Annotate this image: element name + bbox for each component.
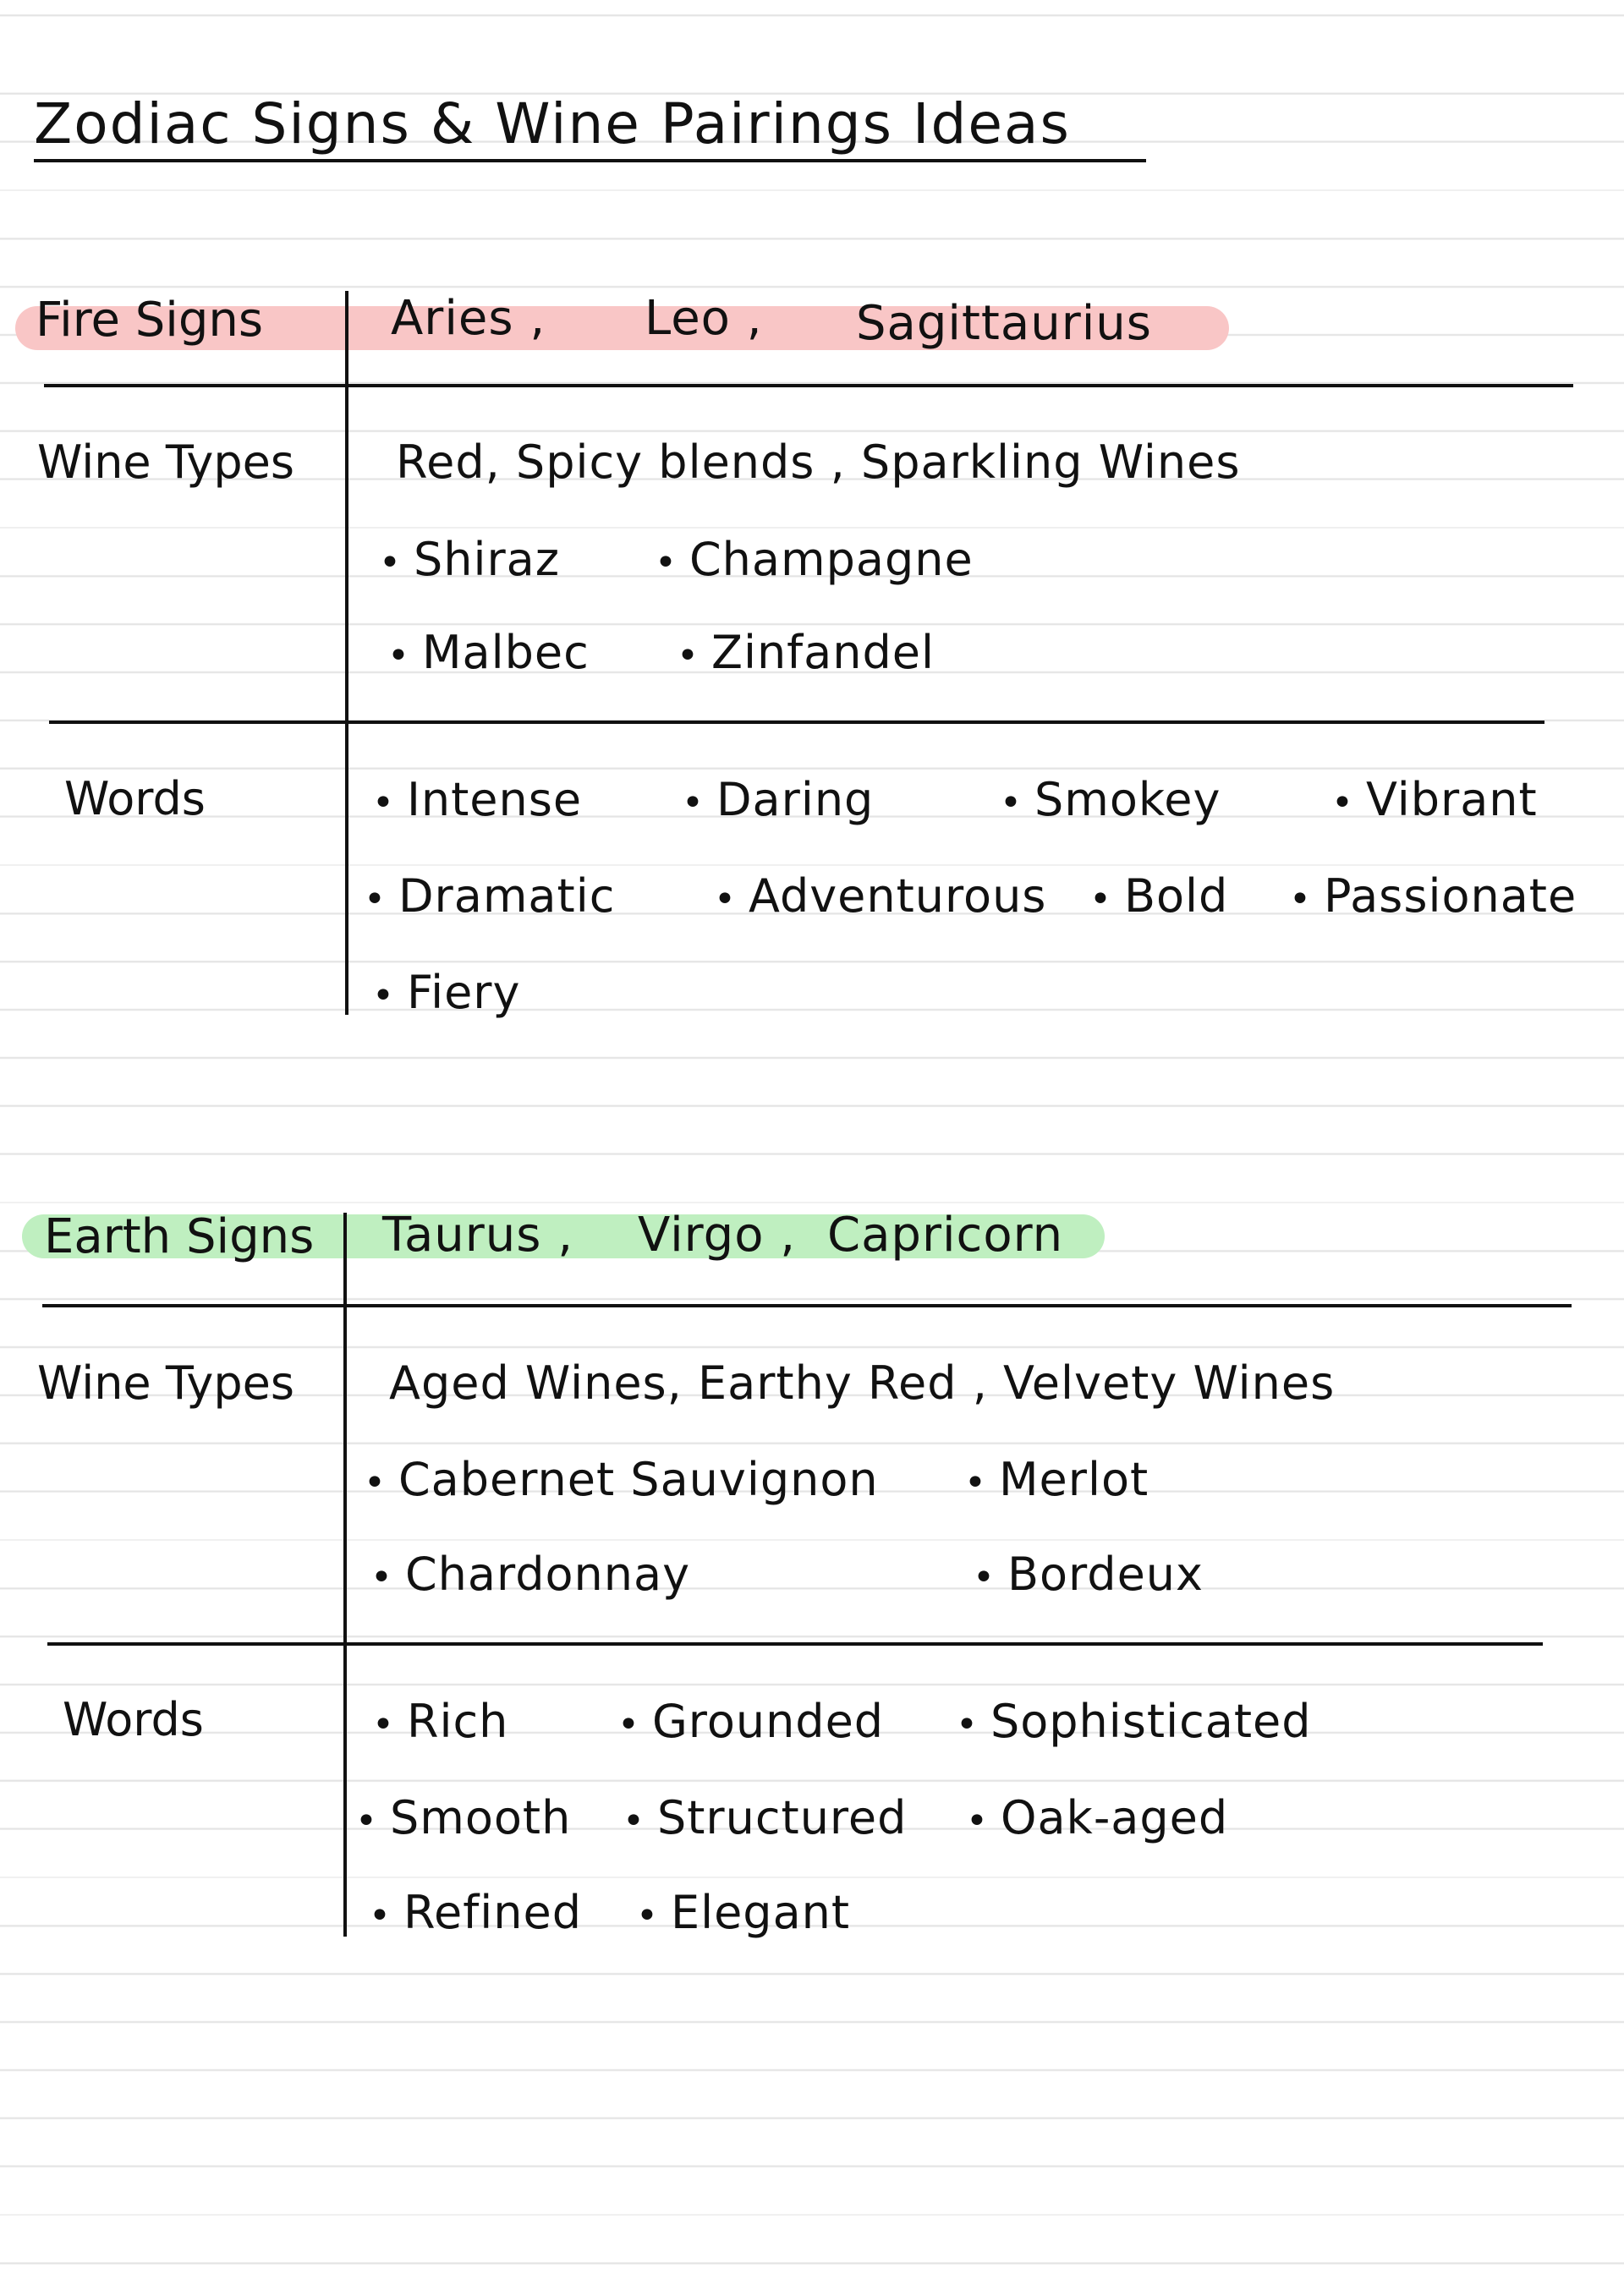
fire-wine-item: • Shiraz [379,533,561,586]
fire-sign-sagittarius: Sagittaurius [856,296,1152,351]
fire-divider-header [44,384,1573,387]
fire-sign-leo: Leo , [645,291,763,346]
fire-wine-styles: Red, Spicy blends , Sparkling Wines [396,436,1241,489]
fire-word-item: • Vibrant [1331,773,1538,826]
fire-signs-label: Fire Signs [36,293,264,348]
fire-word-item: • Adventurous [714,869,1047,923]
earth-word-item: • Oak-aged [966,1791,1229,1844]
fire-word-item: • Smokey [1000,773,1221,826]
earth-word-item: • Refined [369,1886,583,1939]
fire-word-item: • Intense [372,773,583,826]
earth-word-item: • Elegant [636,1886,851,1939]
earth-divider-header [42,1304,1572,1307]
title-underline [34,159,1146,162]
fire-word-item: • Passionate [1289,869,1577,923]
earth-word-item: • Smooth [355,1791,572,1844]
earth-wine-item: • Cabernet Sauvignon [364,1453,879,1506]
earth-divider-words [47,1642,1543,1646]
earth-word-item: • Grounded [617,1695,885,1748]
fire-wine-item: • Malbec [387,626,590,679]
earth-wine-styles: Aged Wines, Earthy Red , Velvety Wines [389,1356,1336,1410]
earth-sign-capricorn: Capricorn [827,1208,1064,1263]
fire-words-label: Words [64,772,206,825]
fire-divider-words [49,721,1544,724]
fire-word-item: • Daring [682,773,875,826]
fire-sign-aries: Aries , [391,291,546,346]
earth-word-item: • Structured [623,1791,908,1844]
page-title: Zodiac Signs & Wine Pairings Ideas [34,91,1071,156]
fire-word-item: • Bold [1089,869,1229,923]
earth-word-item: • Sophisticated [956,1695,1312,1748]
fire-word-item: • Dramatic [364,869,616,923]
earth-wine-types-label: Wine Types [37,1356,294,1410]
earth-wine-item: • Chardonnay [370,1548,691,1601]
earth-words-label: Words [63,1693,204,1746]
fire-wine-types-label: Wine Types [37,436,294,489]
fire-wine-item: • Champagne [655,533,974,586]
earth-wine-item: • Merlot [964,1453,1149,1506]
earth-divider-vertical [343,1213,347,1937]
earth-signs-label: Earth Signs [44,1209,315,1264]
fire-divider-vertical [345,291,348,1015]
earth-word-item: • Rich [372,1695,509,1748]
fire-word-item: • Fiery [372,966,521,1019]
earth-sign-virgo: Virgo , [638,1208,797,1263]
fire-wine-item: • Zinfandel [677,626,935,679]
earth-sign-taurus: Taurus , [382,1208,574,1263]
earth-wine-item: • Bordeux [973,1548,1204,1601]
